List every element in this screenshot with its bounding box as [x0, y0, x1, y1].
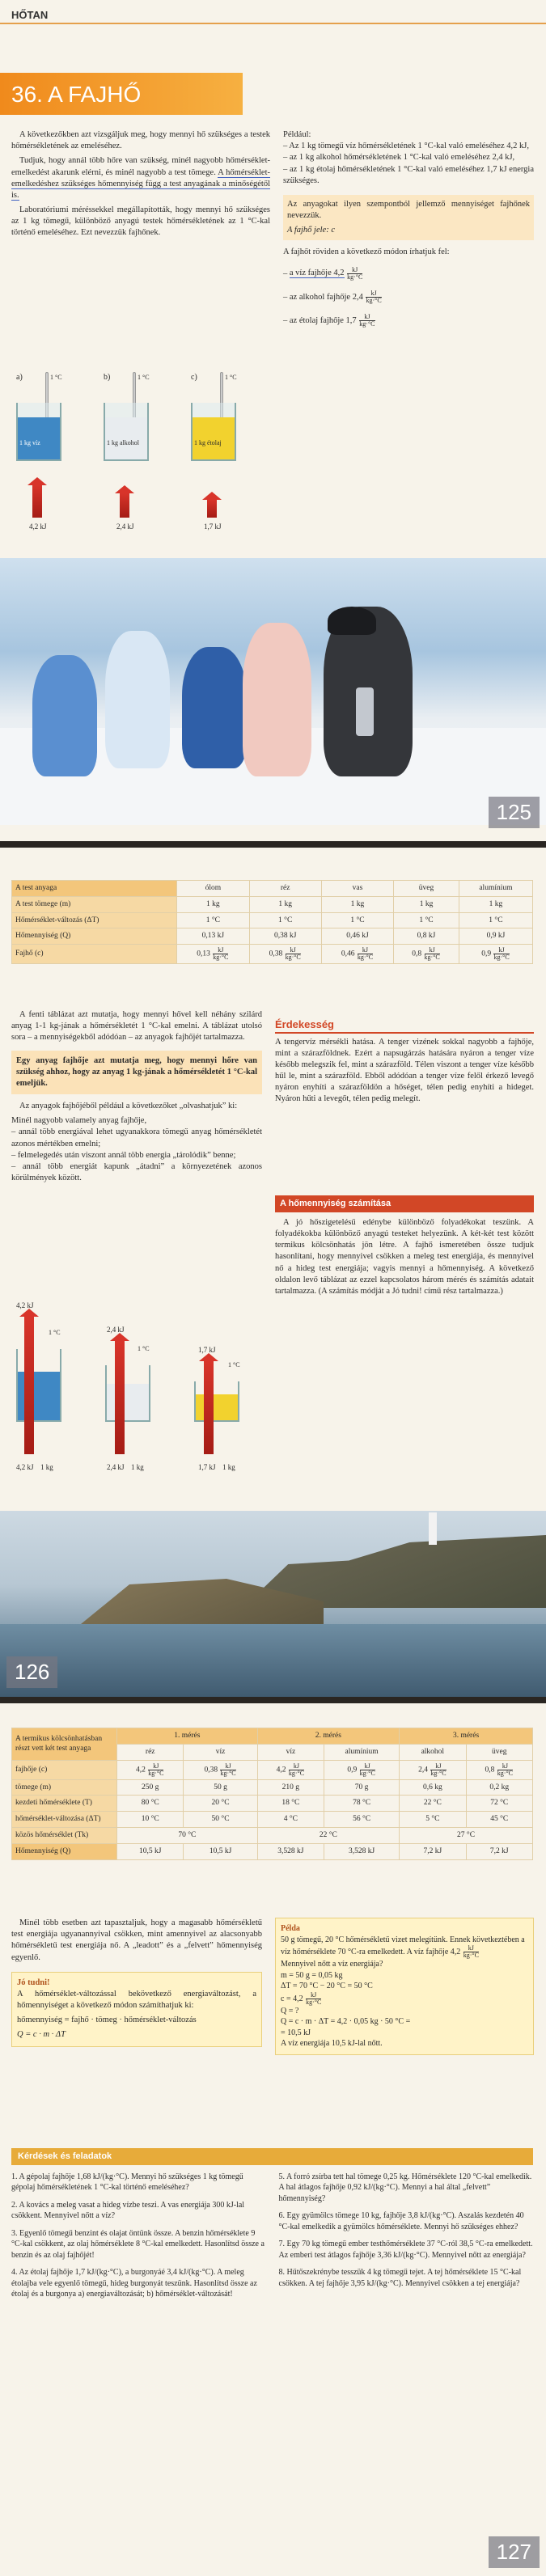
table-row: A test tömege (m) 1 kg 1 kg 1 kg 1 kg 1 kg — [12, 896, 533, 912]
page-125 — [0, 0, 546, 841]
definition-text: Az anyagokat ilyen szempontból jellemző mennyiséget fajhőnek nevezzük. — [287, 199, 530, 221]
definition-box — [283, 195, 534, 241]
energy-label-alcohol: 2,4 kJ — [116, 522, 134, 531]
task-4: 4. Az étolaj fajhője 1,7 kJ/(kg·°C), a burgonyáé 3,4 kJ/(kg·°C). A meleg étolajba vele egyenlő tömegű, hideg burgonyát teszünk. Hasonlítsd össze az étolaj és a burgonya a) energiaváltozását; b) hőmérséklet-változását! — [11, 2268, 257, 2299]
page-number: 127 — [489, 2536, 540, 2568]
table-explanation: A fenti táblázat azt mutatja, hogy mennyi hővel kell néhány szilárd anyag 1-1 kg-jának a hőmérsékletét 1 °C-kal emelni. A táblázat utolsó sora – a mennyiségekből adódóan – az anyagok fajhőjét tartalmazza. — [11, 1010, 262, 1043]
table-row: réz víz víz alumínium alkohol üveg — [12, 1744, 533, 1760]
header-rule — [0, 23, 546, 24]
examples-column — [283, 129, 534, 328]
interest-text: A tengervíz mérsékli hatása. A tenger vizének sokkal nagyobb a fajhője, mint a szárazföldnek. Ezért a napsugárzás hatására nyáron a tenger víze később melegszik fel, mint a szárazföld. Télen viszont a tenger víze később hűl le, mint a szárazföld. Ebből adódóan a tenger víze felől érkező levegő nyáron enyhíti a szárazföldön a hőséget, télen pedig enyhíti a hideget. Nyáron hűti a levegőt, télen pedig melegít. — [275, 1032, 534, 1106]
table-row: A termikus kölcsönhatásban részt vett két test anyaga 1. mérés 2. mérés 3. mérés — [12, 1728, 533, 1745]
interest-box — [275, 1017, 534, 1106]
intro-para-3: Laboratóriumi méréssekkel megállapították, hogy mennyi hő szükséges az 1 kg tömegű, különböző anyagú testek hőmérsékletének az 1 °C-kal történő emeléséhez. Ezt nevezzük fajhőnek. — [11, 205, 270, 238]
spec-heat-oil: – az étolaj fajhője 1,7 $\frac{kJ}{kg\cdot^\circ C}$ — [283, 312, 375, 328]
measurement-table — [11, 1728, 533, 1860]
table-row: kezdeti hőmérséklete (T) 80 °C 20 °C 18 °C 78 °C 22 °C 72 °C — [12, 1796, 533, 1812]
example-1: – Az 1 kg tömegű víz hőmérsékletének 1 °C-kal való emeléséhez 4,2 kJ, — [283, 142, 529, 151]
table-row: Hőmennyiség (Q) 0,13 kJ 0,38 kJ 0,46 kJ 0,8 kJ 0,9 kJ — [12, 928, 533, 945]
task-2: 2. A kovács a meleg vasat a hideg vízbe teszi. A vas energiája 300 kJ-lal csökkent. Mennyivel nőtt a víz? — [11, 2200, 245, 2221]
definition-highlight: Egy anyag fajhője azt mutatja meg, hogy mennyi hőre van szükség ahhoz, hogy az anyag 1 kg-jának a hőmérsékletét 1 °C-kal emeljük. — [11, 1051, 262, 1095]
beaker-figure — [16, 372, 264, 461]
chapter-title: 36. A FAJHŐ — [0, 73, 243, 115]
examples-title: Például: — [283, 130, 311, 139]
task-3: 3. Egyenlő tömegű benzint és olajat öntünk össze. A benzin hőmérséklete 9 °C-kal csökkent, az olaj hőmérséklete 8 °C-kal emelkedett. Hasonlítsd össze a benzin és az olaj fajhőjét! — [11, 2228, 265, 2260]
energy-arrow-water — [32, 485, 42, 518]
example-2: – az 1 kg alkohol hőmérsékletének 1 °C-kal való emeléséhez 2,4 kJ, — [283, 153, 515, 163]
interest-title: Érdekesség — [275, 1018, 334, 1030]
example-3: – az 1 kg étolaj hőmérsékletének 1 °C-kal való emeléséhez 1,7 kJ energia szükséges. — [283, 164, 534, 185]
energy-arrow-oil — [207, 500, 217, 518]
task-7: 7. Egy 70 kg tömegű ember testhőmérséklete 37 °C-ról 38,5 °C-ra emelkedett. Az emberi test átlagos fajhője 3,36 kJ/(kg·°C). Mennyivel nőtt az energiája? — [278, 2240, 533, 2260]
table-row: tömege (m) 250 g 50 g 210 g 70 g 0,6 kg 0,2 kg — [12, 1779, 533, 1796]
task-8: 8. Hűtőszekrénybe tesszük 4 kg tömegű tejet. A tej hőmérséklete 15 °C-kal csökken. A tej fajhője 3,95 kJ/(kg·°C). Mennyivel csökken a tej energiája? — [278, 2268, 522, 2288]
intro-para-2: Tudjuk, hogy annál több hőre van szükség, minél nagyobb hőmérséklet-emelkedést akarunk elérni, és minél nagyobb a test tömege. A hőmérséklet-emelkedéshez szükséges hőmennyiség függ a test anyagának a minőségétől is. — [11, 156, 270, 200]
beaker-figure-2: 4,2 kJ 2,4 kJ 1,7 kJ 1 °C 1 °C 1 °C 4,2 kJ 2,4 kJ 1,7 kJ 1 kg 1 kg 1 kg — [16, 1301, 240, 1471]
intro-para-1: A következőkben azt vizsgáljuk meg, hogy mennyi hő szükséges a testek hőmérsékletének az emeléséhez. — [11, 130, 270, 151]
lighthouse-coast-photo — [0, 1511, 546, 1697]
task-6: 6. Egy gyümölcs tömege 10 kg, fajhője 3,8 kJ/(kg·°C). Aszalás kezdetén 40 °C-kal emelkedik a gyümölcs hőmérséklete. Mennyi hő szükséges ehhez? — [278, 2211, 524, 2231]
specific-heat-table — [11, 880, 533, 964]
thermo-text: A jó hőszigetelésű edénybe különböző folyadékokat teszünk. A folyadékokba különböző anyagú testeket helyezünk. A két-két test között termikus kölcsönhatás jön létre. A fajhő ismeretében össze tudjuk hasonlítani, hogy mennyivel csökken a meleg test energiája, és mennyivel nő a hideg test energiája; vagyis mennyi a hőmennyiség. A következő oldalon levő táblázat az ezzel kapcsolatos három mérés és számítás adatait tartalmazza. (A számítás módját a Jó tudni! című rész tartalmazza.) — [275, 1217, 534, 1296]
page-number: 125 — [489, 797, 540, 828]
table-row: közös hőmérséklet (Tk) 70 °C 22 °C 27 °C — [12, 1828, 533, 1844]
beaker-oil: c) 1 °C 1 kg étolaj — [191, 372, 264, 461]
table-row: hőmérséklet-változása (ΔT) 10 °C 50 °C 4 °C 56 °C 5 °C 45 °C — [12, 1812, 533, 1828]
beaker-water: a) 1 °C 1 kg víz — [16, 372, 89, 461]
spec-heat-water: – a víz fajhője 4,2 $\frac{kJ}{kg\cdot^\circ C}$ — [283, 265, 363, 281]
beaker-alcohol: b) 1 °C 1 kg alkohol — [104, 372, 176, 461]
energy-label-water: 4,2 kJ — [29, 522, 47, 531]
key-statement: A hőmérséklet-emelkedéshez szükséges hőmennyiség függ a test anyagának a minőségétől is. — [11, 167, 270, 200]
task-5: 5. A forró zsírba tett hal tömege 0,25 kg. Hőmérséklete 120 °C-kal emelkedik. A hal átlagos fajhője 0,92 kJ/(kg·°C). Mennyi a hal által „felvett” hőmennyiség? — [278, 2172, 532, 2203]
conclusion-text: Minél több esetben azt tapasztaljuk, hogy a magasabb hőmérsékletű test energiája ugyanannyival csökken, mint amennyivel az alacsonyabb hőmérsékletű test energiája nő. A „leadott” és a „felvett” hőmennyiség egyenlő. — [11, 1918, 262, 1962]
table-row: Hőmennyiség (Q) 10,5 kJ 10,5 kJ 3,528 kJ 3,528 kJ 7,2 kJ 7,2 kJ — [12, 1843, 533, 1859]
intro-column — [11, 129, 270, 243]
thermo-heading: A hőmennyiség számítása — [275, 1195, 534, 1212]
symbol-text: A fajhő jele: c — [287, 226, 335, 235]
table-row: Hőmérséklet-változás (ΔT) 1 °C 1 °C 1 °C 1 °C 1 °C — [12, 912, 533, 928]
left-column-p3 — [11, 1918, 262, 2047]
example-box: Példa 50 g tömegű, 20 °C hőmérsékletű vizet melegítünk. Ennek következtében a víz hőmérséklete 70 °C-ra emelkedett. A víz fajhője 4,2 $\frac{kJ}{kg\cdot^\circ C}$ Mennyivel nőtt a víz energiája? m = 50 g = 0,05 kg ΔT = 70 °C − 20 °C = 50 °C c = 4,2 $\frac{kJ}{kg\cdot^\circ C}$ Q = ? Q = c · m · ΔT = 4,2 · 0,05 kg · 50 °C = = 10,5 kJ A víz energiája 10,5 kJ-lal nőtt. — [275, 1918, 534, 2055]
energy-arrow-alcohol — [120, 493, 129, 518]
table-row: Fajhő (c) 0,13 $\frac{kJ}{kg\cdot^\circ C}$ 0,38 $\frac{kJ}{kg\cdot^\circ C}$ 0,46 $\frac{kJ}{kg\cdot^\circ C}$ 0,8 $\frac{kJ}{kg\cdot^\circ C}$ 0,9 $\frac{kJ}{kg\cdot^\circ C}$ — [12, 945, 533, 964]
table-row: fajhője (c) 4,2 $\frac{kJ}{kg\cdot^\circ C}$ 0,38 $\frac{kJ}{kg\cdot^\circ C}$ 4,2 $\frac{kJ}{kg\cdot^\circ C}$ 0,9 $\frac{kJ}{kg\cdot^\circ C}$ 2,4 $\frac{kJ}{kg\cdot^\circ C}$ 0,8 $\frac{kJ}{kg\cdot^\circ C}$ — [12, 1760, 533, 1779]
page-number: 126 — [6, 1656, 57, 1688]
read-intro: Az anyagok fajhőjéből például a következőket „olvashatjuk” ki: — [19, 1102, 238, 1111]
table-row: A test anyaga ólom réz vas üveg alumínium — [12, 881, 533, 897]
tasks-section — [11, 2148, 533, 2307]
tasks-heading: Kérdések és feladatok — [11, 2148, 533, 2165]
section-label: HŐTAN — [11, 9, 49, 21]
thermo-section — [275, 1195, 534, 1301]
page-126 — [0, 848, 546, 1697]
left-column-p2 — [11, 1009, 262, 1184]
kids-in-snow-photo — [0, 558, 546, 825]
good-to-know-box: Jó tudni! A hőmérséklet-változással bekövetkező energiaváltozást, a hőmennyiséget a következő módon számíthatjuk ki: hőmennyiség = fajhő · tömeg · hőmérséklet-változás Q = c · m · ΔT — [11, 1972, 262, 2047]
task-1: 1. A gépolaj fajhője 1,68 kJ/(kg·°C). Mennyi hő szükséges 1 kg tömegű gépolaj hőmérsékletének 1 °C-kal történő emeléséhez? — [11, 2172, 243, 2193]
spec-heat-alcohol: – az alkohol fajhője 2,4 $\frac{kJ}{kg\cdot^\circ C}$ — [283, 289, 382, 304]
list-intro: A fajhőt röviden a következő módon írhatjuk fel: — [283, 247, 450, 257]
page-127 — [0, 1703, 546, 2576]
read-list: Minél nagyobb valamely anyag fajhője, – annál több energiával lehet ugyanakkora tömegű anyag hőmérsékletét azonos mértékben emelni; – felmelegedés után viszont annál több energia „tárolódik” benne; – annál több energiát kapunk „átadni” a környezetének azonos körülmények között. — [11, 1116, 262, 1183]
energy-label-oil: 1,7 kJ — [204, 522, 222, 531]
